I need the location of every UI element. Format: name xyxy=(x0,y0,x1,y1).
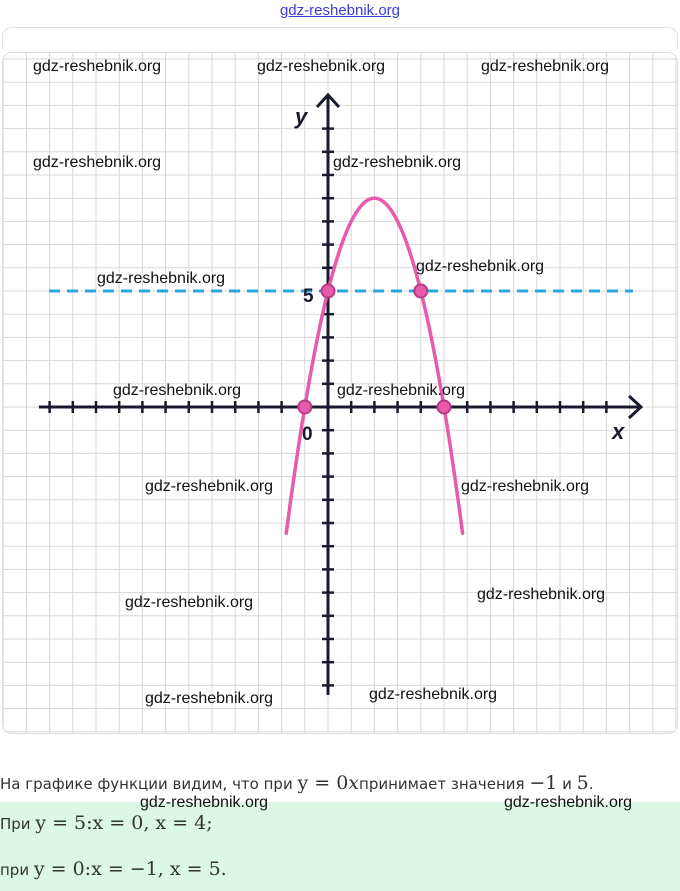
intro-value-2: 5 xyxy=(576,772,589,794)
answer-line-1 xyxy=(0,812,213,834)
watermark: gdz-reshebnik.org xyxy=(477,586,606,603)
top-card-edge xyxy=(2,27,678,50)
answer-1-prefix: При xyxy=(0,815,36,833)
watermark: gdz-reshebnik.org xyxy=(140,794,269,811)
origin-label: 0 xyxy=(302,424,313,445)
watermark: gdz-reshebnik.org xyxy=(369,686,498,703)
answer-2-math: y = 0:x = −1, x = 5. xyxy=(33,858,227,880)
x-axis-label: x xyxy=(612,419,625,444)
watermark: gdz-reshebnik.org xyxy=(125,594,254,611)
intro-variable: x xyxy=(348,772,360,794)
intro-and: и xyxy=(557,775,577,793)
intro-end: . xyxy=(588,775,594,793)
watermark: gdz-reshebnik.org xyxy=(416,258,545,275)
solution-answer-box xyxy=(0,802,680,891)
watermark: gdz-reshebnik.org xyxy=(33,154,162,171)
y-axis-label: y xyxy=(295,104,308,129)
answer-1-math: y = 5:x = 0, x = 4; xyxy=(35,812,213,834)
intro-text-2: принимает значения xyxy=(359,775,530,793)
solution-section xyxy=(0,740,680,891)
watermark: gdz-reshebnik.org xyxy=(333,154,462,171)
graph-card xyxy=(2,52,678,734)
data-point xyxy=(322,285,335,298)
watermark: gdz-reshebnik.org xyxy=(257,58,386,75)
answer-line-2 xyxy=(0,858,227,880)
site-link[interactable]: gdz-reshebnik.org xyxy=(279,2,401,19)
data-point xyxy=(298,401,311,414)
answer-2-prefix: при xyxy=(0,861,34,879)
data-point xyxy=(438,401,451,414)
intro-text: На графике функции видим, что при xyxy=(0,775,298,793)
watermark: gdz-reshebnik.org xyxy=(145,690,274,707)
y-tick-5-label: 5 xyxy=(303,286,314,307)
watermark: gdz-reshebnik.org xyxy=(481,58,610,75)
watermark: gdz-reshebnik.org xyxy=(337,382,466,399)
intro-condition: y = 0 xyxy=(297,772,349,794)
watermark: gdz-reshebnik.org xyxy=(33,58,162,75)
watermark: gdz-reshebnik.org xyxy=(461,478,590,495)
data-point xyxy=(414,285,427,298)
intro-value-1: −1 xyxy=(529,772,558,794)
watermark: gdz-reshebnik.org xyxy=(97,270,226,287)
parabola-chart xyxy=(3,53,677,733)
solution-intro xyxy=(0,770,680,797)
watermark: gdz-reshebnik.org xyxy=(145,478,274,495)
watermark: gdz-reshebnik.org xyxy=(113,382,242,399)
site-header xyxy=(0,0,680,24)
watermark: gdz-reshebnik.org xyxy=(504,794,633,811)
